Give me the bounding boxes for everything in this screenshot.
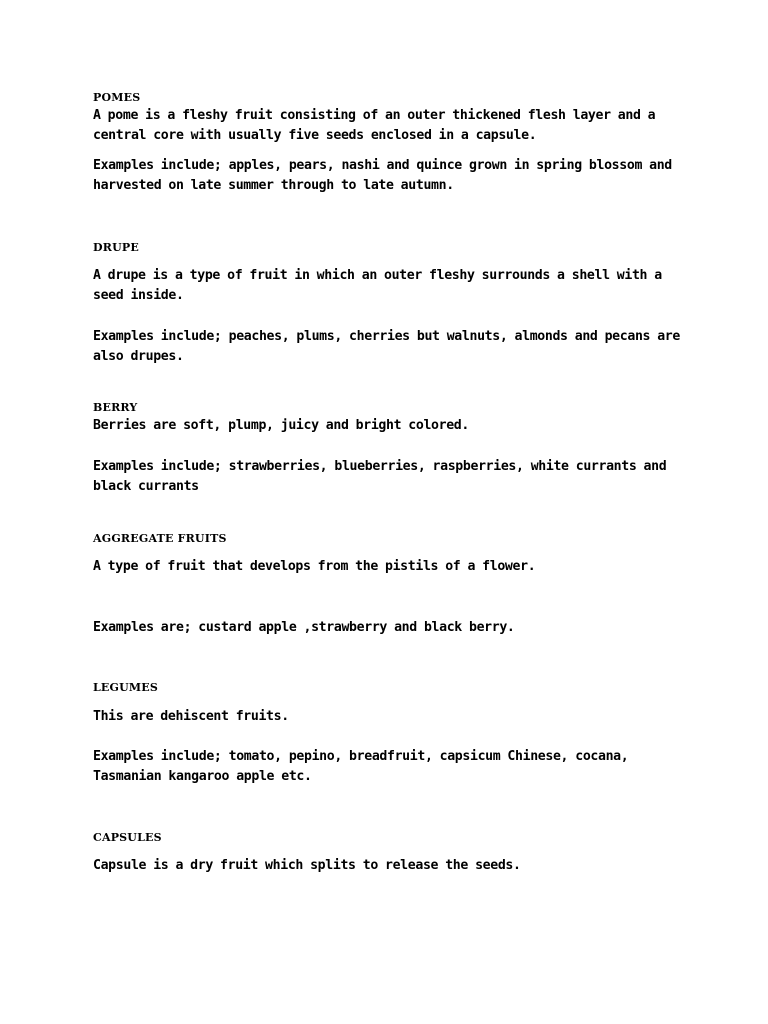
section-heading-aggregate-fruits: AGGREGATE FRUITS bbox=[93, 532, 227, 545]
legumes-examples: Examples include; tomato, pepino, breadfruit, capsicum Chinese, cocana, Tasmanian kangaroo apple etc. bbox=[93, 749, 629, 784]
aggregate-fruits-definition: A type of fruit that develops from the pistils of a flower. bbox=[93, 559, 536, 574]
drupe-definition: A drupe is a type of fruit in which an outer fleshy surrounds a shell with a seed inside. bbox=[93, 268, 662, 303]
legumes-definition: This are dehiscent fruits. bbox=[93, 709, 289, 724]
aggregate-fruits-examples: Examples are; custard apple ,strawberry and black berry. bbox=[93, 620, 515, 635]
section-heading-capsules: CAPSULES bbox=[93, 831, 162, 844]
section-heading-berry: BERRY bbox=[93, 401, 138, 414]
berry-definition: Berries are soft, plump, juicy and bright colored. bbox=[93, 418, 469, 433]
section-heading-pomes: POMES bbox=[93, 91, 141, 104]
section-heading-drupe: DRUPE bbox=[93, 241, 139, 254]
pomes-definition: A pome is a fleshy fruit consisting of an outer thickened flesh layer and a central core with usually five seeds enclosed in a capsule. bbox=[93, 108, 656, 143]
pomes-examples: Examples include; apples, pears, nashi and quince grown in spring blossom and harvested on late summer through to late autumn. bbox=[93, 158, 672, 193]
section-heading-legumes: LEGUMES bbox=[93, 681, 159, 694]
berry-examples: Examples include; strawberries, blueberries, raspberries, white currants and black currants bbox=[93, 459, 667, 494]
drupe-examples: Examples include; peaches, plums, cherries but walnuts, almonds and pecans are also drupes. bbox=[93, 329, 680, 364]
capsules-definition: Capsule is a dry fruit which splits to release the seeds. bbox=[93, 858, 521, 873]
